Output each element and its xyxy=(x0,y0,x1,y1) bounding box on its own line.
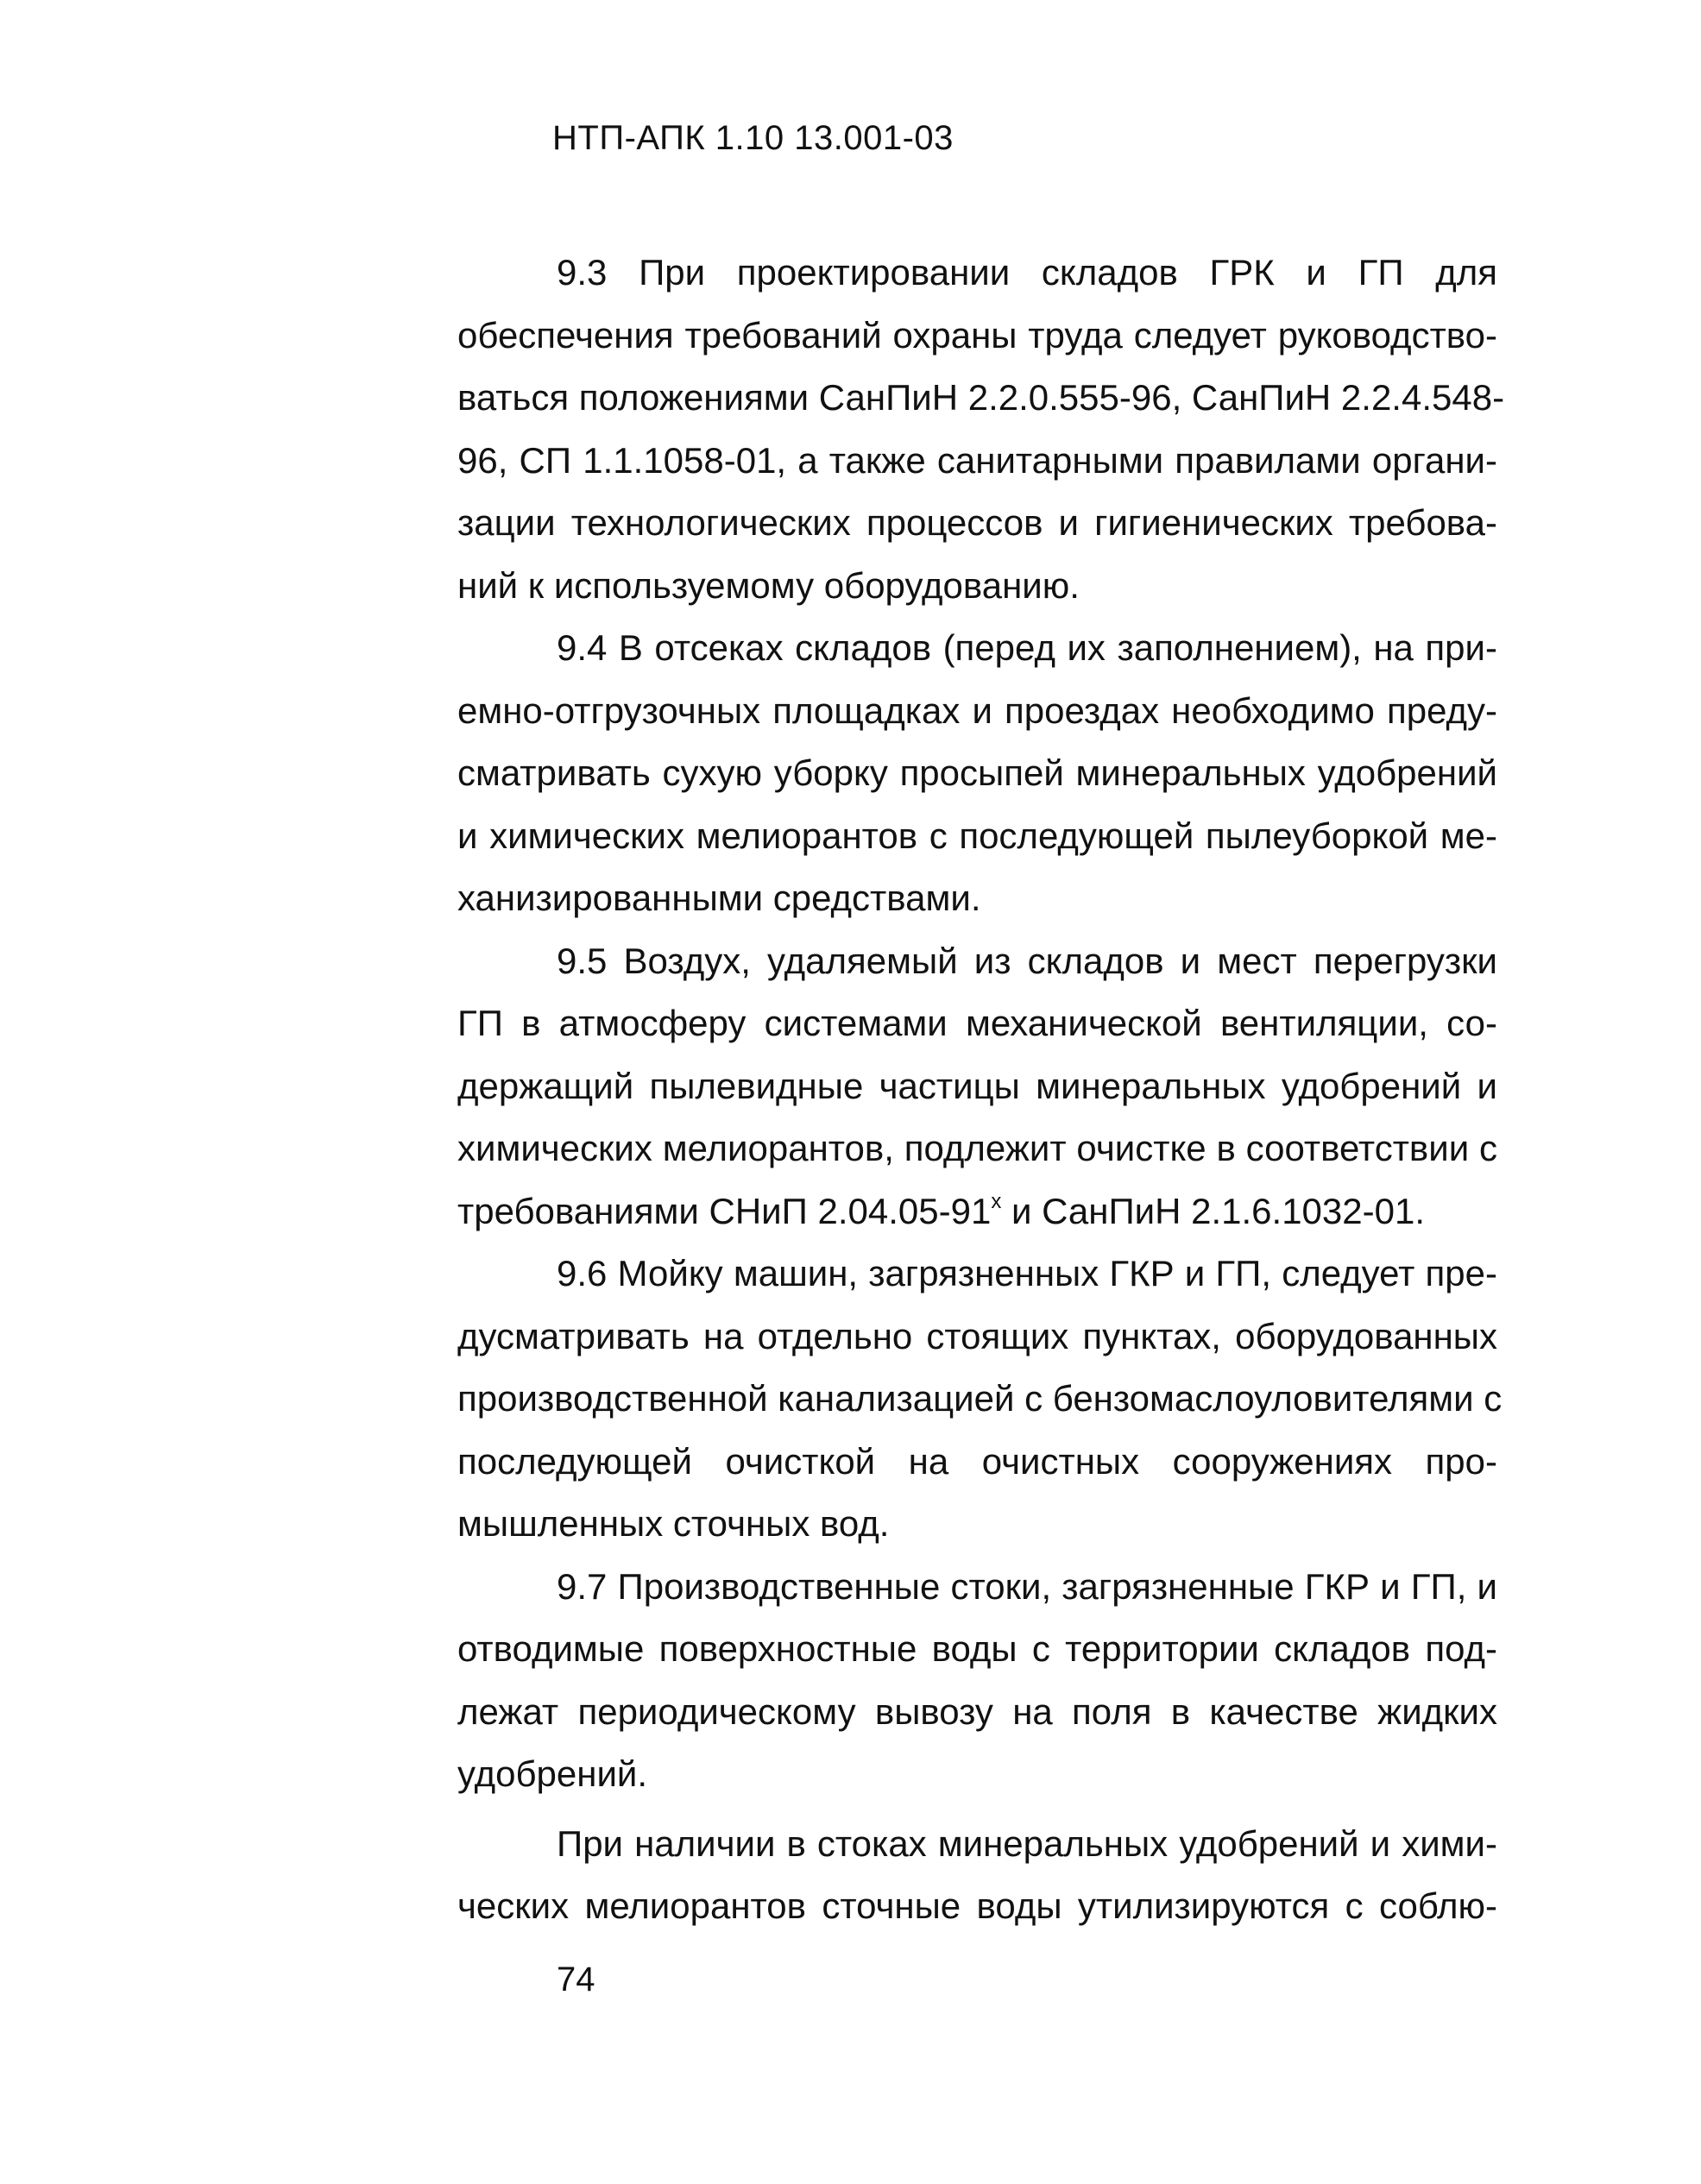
paragraph-9-3 xyxy=(457,242,1505,617)
paragraph-disposal-note xyxy=(457,1813,1497,1938)
text-line: зации технологических процессов и гигиенических требова- xyxy=(457,502,1497,543)
body-text xyxy=(457,242,1505,1938)
text-line: дусматривать на отдельно стоящих пунктах, оборудованных xyxy=(457,1315,1497,1356)
text-line: ний к используемому оборудованию. xyxy=(457,564,1080,606)
text-line: мышленных сточных вод. xyxy=(457,1503,890,1544)
text-line: ханизированными средствами. xyxy=(457,878,981,918)
paragraph-9-6 xyxy=(457,1243,1503,1556)
text-line: ГП в атмосферу системами механической вентиляции, со- xyxy=(457,1003,1497,1043)
text-line: удобрений. xyxy=(457,1753,648,1794)
text-line: 9.4 В отсеках складов (перед их заполнением), на при- xyxy=(557,627,1497,668)
text-line: обеспечения требований охраны труда следует руководство- xyxy=(457,314,1497,356)
document-code-header: НТП-АПК 1.10 13.001-03 xyxy=(552,119,954,157)
text-line: и химических мелиорантов с последующей пылеуборкой ме- xyxy=(457,815,1497,856)
text-line: отводимые поверхностные воды с территории складов под- xyxy=(457,1628,1497,1669)
text-line: ваться положениями СанПиН 2.2.0.555-96, СанПиН 2.2.4.548- xyxy=(457,377,1505,418)
text-segment: и СанПиН 2.1.6.1032-01. xyxy=(1001,1190,1426,1231)
text-line: сматривать сухую уборку просыпей минеральных удобрений xyxy=(457,752,1497,793)
text-line: 96, СП 1.1.1058-01, а также санитарными правилами органи- xyxy=(457,439,1497,481)
paragraph-9-7 xyxy=(457,1556,1497,1806)
text-line: 9.7 Производственные стоки, загрязненные ГКР и ГП, и xyxy=(557,1565,1497,1607)
text-segment: требованиями СНиП 2.04.05-91 xyxy=(457,1190,992,1231)
paragraph-9-4 xyxy=(457,617,1497,930)
text-line: лежат периодическому вывозу на поля в качестве жидких xyxy=(457,1690,1497,1732)
text-line: производственной канализацией с бензомаслоуловителями с xyxy=(457,1378,1503,1419)
text-line: емно-отгрузочных площадках и проездах необходимо преду- xyxy=(457,689,1497,731)
text-line: химических мелиорантов, подлежит очистке в соответствии с xyxy=(457,1128,1497,1168)
text-line: последующей очисткой на очистных сооружениях про- xyxy=(457,1440,1497,1482)
text-line: 9.5 Воздух, удаляемый из складов и мест перегрузки xyxy=(557,940,1497,981)
text-line: 9.6 Мойку машин, загрязненных ГКР и ГП, следует пре- xyxy=(557,1253,1497,1293)
text-line-with-superscript xyxy=(457,1180,1497,1243)
page-number: 74 xyxy=(557,1961,595,1998)
text-line: держащий пылевидные частицы минеральных удобрений и xyxy=(457,1065,1497,1106)
superscript-mark: х xyxy=(991,1189,1002,1213)
paragraph-9-5 xyxy=(457,930,1497,1243)
text-line: ческих мелиорантов сточные воды утилизируются с соблю- xyxy=(457,1885,1497,1926)
text-line: 9.3 При проектировании складов ГРК и ГП для xyxy=(557,252,1497,293)
text-line: При наличии в стоках минеральных удобрений и хими- xyxy=(557,1822,1497,1864)
